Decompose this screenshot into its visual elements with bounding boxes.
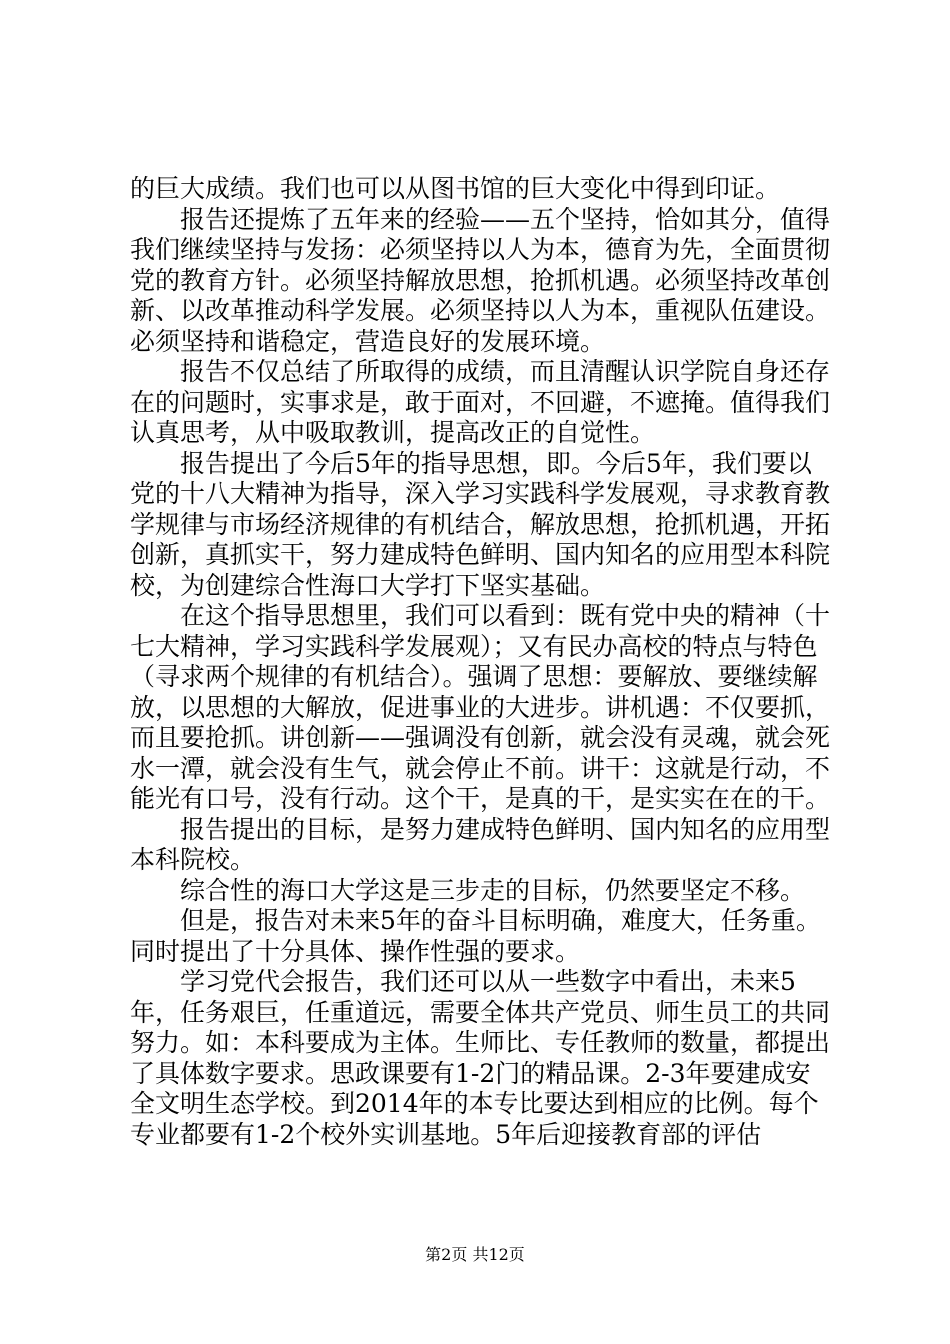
paragraph-5: 在这个指导思想里，我们可以看到：既有党中央的精神（十七大精神，学习实践科学发展观）；又有民办高校的特点与特色（寻求两个规律的有机结合）。强调了思想：要解放、要继续解放，以思想的大解放，促进事业的大进步。讲机遇：不仅要抓，而且要抢抓。讲创新——强调没有创新，就会没有灵魂，就会死水一潭，就会没有生气，就会停止不前。讲干：这就是行动，不能光有口号，没有行动。这个干，是真的干，是实实在在的干。 (130, 601, 831, 813)
paragraph-6: 报告提出的目标，是努力建成特色鲜明、国内知名的应用型本科院校。 (130, 814, 831, 874)
document-body (130, 174, 830, 1150)
paragraph-9: 学习党代会报告，我们还可以从一些数字中看出，未来5年，任务艰巨，任重道远，需要全体共产党员、师生员工的共同努力。如：本科要成为主体。生师比、专任教师的数量，都提出了具体数字要求。思政课要有1-2门的精品课。2-3年要建成安全文明生态学校。到2014年的本专比要达到相应的比例。每个专业都要有1-2个校外实训基地。5年后迎接教育部的评估 (130, 967, 831, 1149)
paragraph-3: 报告不仅总结了所取得的成绩，而且清醒认识学院自身还存在的问题时，实事求是，敢于面对，不回避，不遮掩。值得我们认真思考，从中吸取教训，提高改正的自觉性。 (130, 357, 831, 447)
paragraph-2: 报告还提炼了五年来的经验——五个坚持，恰如其分，值得我们继续坚持与发扬：必须坚持以人为本，德育为先，全面贯彻党的教育方针。必须坚持解放思想，抢抓机遇。必须坚持改革创新、以改革推动科学发展。必须坚持以人为本，重视队伍建设。必须坚持和谐稳定，营造良好的发展环境。 (130, 204, 831, 356)
paragraph-8: 但是，报告对未来5年的奋斗目标明确，难度大，任务重。同时提出了十分具体、操作性强的要求。 (130, 906, 821, 966)
paragraph-7: 综合性的海口大学这是三步走的目标，仍然要坚定不移。 (180, 875, 806, 905)
paragraph-4: 报告提出了今后5年的指导思想，即。今后5年，我们要以党的十八大精神为指导，深入学习实践科学发展观，寻求教育教学规律与市场经济规律的有机结合，解放思想，抢抓机遇，开拓创新，真抓实干，努力建成特色鲜明、国内知名的应用型本科院校，为创建综合性海口大学打下坚实基础。 (130, 448, 831, 600)
paragraph-1: 的巨大成绩。我们也可以从图书馆的巨大变化中得到印证。 (130, 174, 781, 203)
page-footer: 第2页 共12页 (425, 1245, 525, 1264)
